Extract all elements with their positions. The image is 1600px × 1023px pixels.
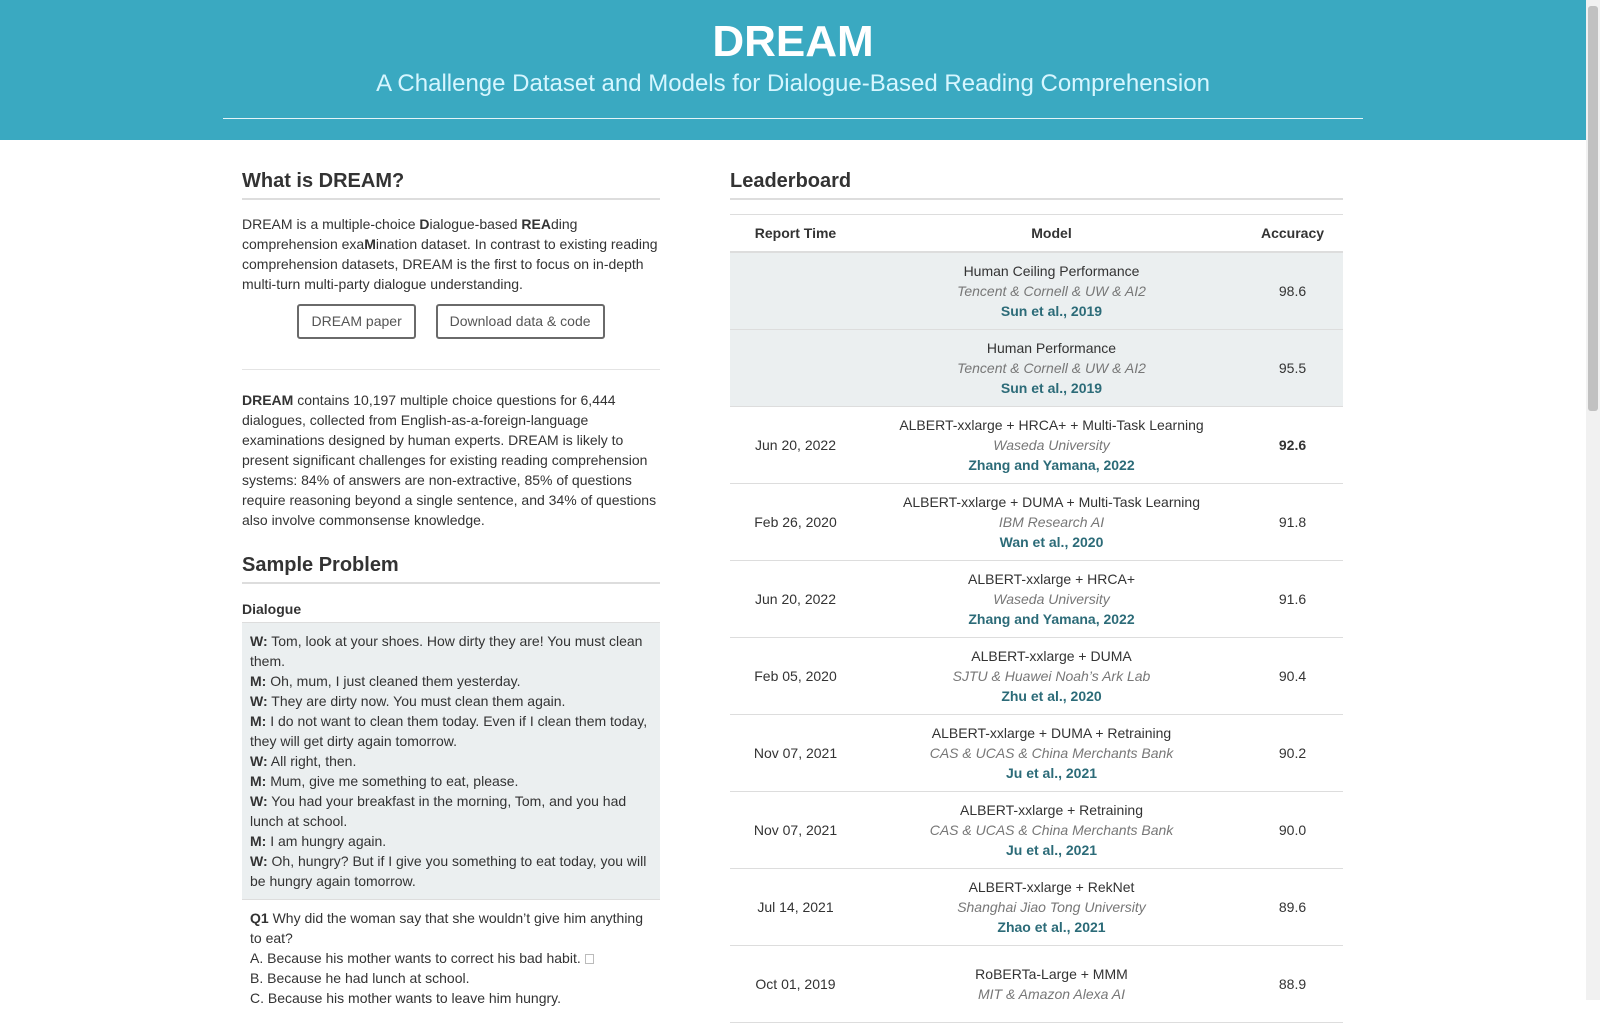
dialogue-turn: [250, 711, 652, 751]
accuracy-cell: 95.5: [1242, 330, 1343, 407]
report-time-cell: Feb 26, 2020: [730, 484, 861, 561]
utterance-text: I do not want to clean them today. Even if I clean them today, they will get dirty again tomorrow.: [250, 713, 648, 749]
table-row: [730, 946, 1343, 1023]
intro-text: ination dataset. In contrast to existing reading comprehension datasets, DREAM is the first to focus on in-depth multi-turn multi-party dialogue understanding.: [242, 236, 658, 292]
accuracy-cell: 89.6: [1242, 869, 1343, 946]
vertical-scrollbar[interactable]: [1586, 0, 1600, 1000]
paper-reference-link[interactable]: Ju et al., 2021: [1005, 765, 1098, 781]
speaker-label: M:: [250, 773, 267, 789]
about-intro: [242, 214, 660, 294]
model-institution: Shanghai Jiao Tong University: [957, 899, 1146, 915]
correct-answer-mark-icon: [585, 954, 594, 964]
site-subtitle: A Challenge Dataset and Models for Dialogue-Based Reading Comprehension: [376, 70, 1210, 97]
about-stats: [242, 390, 660, 530]
model-cell: [861, 946, 1242, 1023]
table-row: [730, 638, 1343, 715]
speaker-label: M:: [250, 713, 267, 729]
dialogue-turn: [250, 851, 652, 891]
dialogue-label: Dialogue: [242, 601, 302, 617]
model-cell: [861, 330, 1242, 407]
utterance-text: Mum, give me something to eat, please.: [266, 773, 519, 789]
table-row: [730, 330, 1343, 407]
utterance-text: They are dirty now. You must clean them again.: [267, 693, 566, 709]
leaderboard-heading: Leaderboard: [730, 168, 1343, 200]
accuracy-cell: 90.4: [1242, 638, 1343, 715]
speaker-label: W:: [250, 793, 268, 809]
model-name: ALBERT-xxlarge + HRCA+: [967, 571, 1136, 587]
scrollbar-thumb[interactable]: [1588, 6, 1598, 411]
speaker-label: W:: [250, 633, 268, 649]
utterance-text: Oh, hungry? But if I give you something to eat today, you will be hungry again tomorrow.: [250, 853, 647, 889]
dialogue-turn: [250, 671, 652, 691]
page-header: [0, 0, 1586, 140]
accuracy-cell: 90.0: [1242, 792, 1343, 869]
model-name: ALBERT-xxlarge + Retraining: [960, 802, 1143, 818]
report-time-cell: Jul 14, 2021: [730, 869, 861, 946]
model-cell: [861, 869, 1242, 946]
model-institution: Tencent & Cornell & UW & AI2: [957, 283, 1146, 299]
model-name: ALBERT-xxlarge + RekNet: [968, 879, 1135, 895]
table-row: [730, 715, 1343, 792]
intro-emphasis: REA: [521, 216, 551, 232]
model-name: ALBERT-xxlarge + DUMA: [971, 648, 1132, 664]
model-name: ALBERT-xxlarge + DUMA + Multi-Task Learning: [903, 494, 1200, 510]
intro-emphasis: D: [419, 216, 430, 232]
intro-text: ding comprehension exa: [242, 216, 578, 252]
model-cell: [861, 638, 1242, 715]
answer-option: [250, 968, 652, 988]
table-row: [730, 407, 1343, 484]
report-time-cell: [730, 252, 861, 330]
paper-reference-link[interactable]: Zhang and Yamana, 2022: [968, 457, 1135, 473]
model-institution: IBM Research AI: [998, 514, 1105, 530]
dialogue-turn: [250, 691, 652, 711]
table-header-row: [730, 215, 1343, 253]
accuracy-cell: 92.6: [1242, 407, 1343, 484]
report-time-cell: Feb 05, 2020: [730, 638, 861, 715]
download-button[interactable]: Download data & code: [436, 304, 605, 339]
model-name: Human Performance: [986, 340, 1117, 356]
question-label: Q1: [250, 910, 269, 926]
paper-button[interactable]: DREAM paper: [297, 304, 415, 339]
utterance-text: Oh, mum, I just cleaned them yesterday.: [266, 673, 521, 689]
model-institution: CAS & UCAS & China Merchants Bank: [929, 745, 1174, 761]
about-heading: What is DREAM?: [242, 168, 660, 200]
intro-text: ialogue-based: [429, 216, 522, 232]
report-time-cell: Jun 20, 2022: [730, 407, 861, 484]
answer-option-text: B. Because he had lunch at school.: [250, 970, 470, 986]
dialogue-box: [242, 622, 660, 900]
accuracy-cell: 91.6: [1242, 561, 1343, 638]
report-time-cell: [730, 330, 861, 407]
left-column: [242, 168, 660, 1008]
stats-text: contains 10,197 multiple choice questions for 6,444 dialogues, collected from English-as-a-foreign-language examinations designed by human experts. DREAM is likely to present significant challenges for existing reading comprehension systems: 84% of answers are non-extractive, 85% of questions require reasoning beyond a single sentence, and 34% of questions also involve commonsense knowledge.: [242, 392, 657, 528]
report-time-cell: Nov 07, 2021: [730, 715, 861, 792]
table-row: [730, 561, 1343, 638]
model-name: RoBERTa-Large + MMM: [975, 966, 1128, 982]
utterance-text: All right, then.: [267, 753, 357, 769]
accuracy-cell: 98.6: [1242, 252, 1343, 330]
column-header-accuracy: Accuracy: [1242, 215, 1343, 253]
utterance-text: I am hungry again.: [266, 833, 387, 849]
column-header-model: Model: [861, 215, 1242, 253]
sample-heading: Sample Problem: [242, 552, 660, 584]
speaker-label: W:: [250, 693, 268, 709]
speaker-label: M:: [250, 673, 267, 689]
paper-reference-link[interactable]: Wan et al., 2020: [999, 534, 1104, 550]
answer-options: [250, 948, 652, 1008]
paper-reference-link[interactable]: Zhu et al., 2020: [1001, 688, 1102, 704]
model-institution: Tencent & Cornell & UW & AI2: [957, 360, 1146, 376]
question-text: Why did the woman say that she wouldn’t give him anything to eat?: [250, 910, 643, 946]
model-institution: Waseda University: [993, 437, 1110, 453]
model-institution: Waseda University: [993, 591, 1110, 607]
model-institution: MIT & Amazon Alexa AI: [977, 986, 1126, 1002]
answer-option: [250, 988, 652, 1008]
intro-emphasis: M: [364, 236, 376, 252]
model-name: ALBERT-xxlarge + DUMA + Retraining: [931, 725, 1172, 741]
model-institution: CAS & UCAS & China Merchants Bank: [929, 822, 1174, 838]
model-cell: [861, 792, 1242, 869]
report-time-cell: Oct 01, 2019: [730, 946, 861, 1023]
model-name: ALBERT-xxlarge + HRCA+ + Multi-Task Learning: [899, 417, 1204, 433]
model-cell: [861, 484, 1242, 561]
model-name: Human Ceiling Performance: [963, 263, 1140, 279]
table-row: [730, 792, 1343, 869]
dialogue-turn: [250, 631, 652, 671]
dialogue-turn: [250, 791, 652, 831]
paper-reference-link[interactable]: Sun et al., 2019: [1000, 303, 1103, 319]
right-column: [730, 168, 1343, 1023]
model-institution: SJTU & Huawei Noah’s Ark Lab: [952, 668, 1151, 684]
model-cell: [861, 252, 1242, 330]
leaderboard-table: [730, 214, 1343, 1023]
section-divider: [242, 369, 660, 370]
utterance-text: Tom, look at your shoes. How dirty they are! You must clean them.: [250, 633, 643, 669]
report-time-cell: Nov 07, 2021: [730, 792, 861, 869]
table-row: [730, 252, 1343, 330]
speaker-label: W:: [250, 853, 268, 869]
answer-option-text: C. Because his mother wants to leave him hungry.: [250, 990, 562, 1006]
question-block: [242, 900, 660, 1008]
site-title: DREAM: [712, 17, 874, 66]
accuracy-cell: 90.2: [1242, 715, 1343, 792]
paper-reference-link[interactable]: Sun et al., 2019: [1000, 380, 1103, 396]
header-divider: [223, 118, 1363, 119]
answer-option-text: A. Because his mother wants to correct his bad habit.: [250, 950, 581, 966]
table-row: [730, 484, 1343, 561]
accuracy-cell: 88.9: [1242, 946, 1343, 1023]
model-cell: [861, 715, 1242, 792]
utterance-text: You had your breakfast in the morning, Tom, and you had lunch at school.: [250, 793, 627, 829]
model-cell: [861, 407, 1242, 484]
resource-buttons: [242, 304, 660, 339]
accuracy-cell: 91.8: [1242, 484, 1343, 561]
stats-dataset-name: DREAM: [242, 392, 294, 408]
speaker-label: M:: [250, 833, 267, 849]
intro-text: DREAM is a multiple-choice: [242, 216, 420, 232]
dialogue-turn: [250, 751, 652, 771]
dialogue-turn: [250, 771, 652, 791]
column-header-report-time: Report Time: [730, 215, 861, 253]
paper-reference-link[interactable]: Zhang and Yamana, 2022: [968, 611, 1135, 627]
paper-reference-link[interactable]: Ju et al., 2021: [1005, 842, 1098, 858]
report-time-cell: Jun 20, 2022: [730, 561, 861, 638]
model-cell: [861, 561, 1242, 638]
paper-reference-link[interactable]: Zhao et al., 2021: [997, 919, 1106, 935]
dialogue-turn: [250, 831, 652, 851]
speaker-label: W:: [250, 753, 268, 769]
answer-option: [250, 948, 652, 968]
table-row: [730, 869, 1343, 946]
